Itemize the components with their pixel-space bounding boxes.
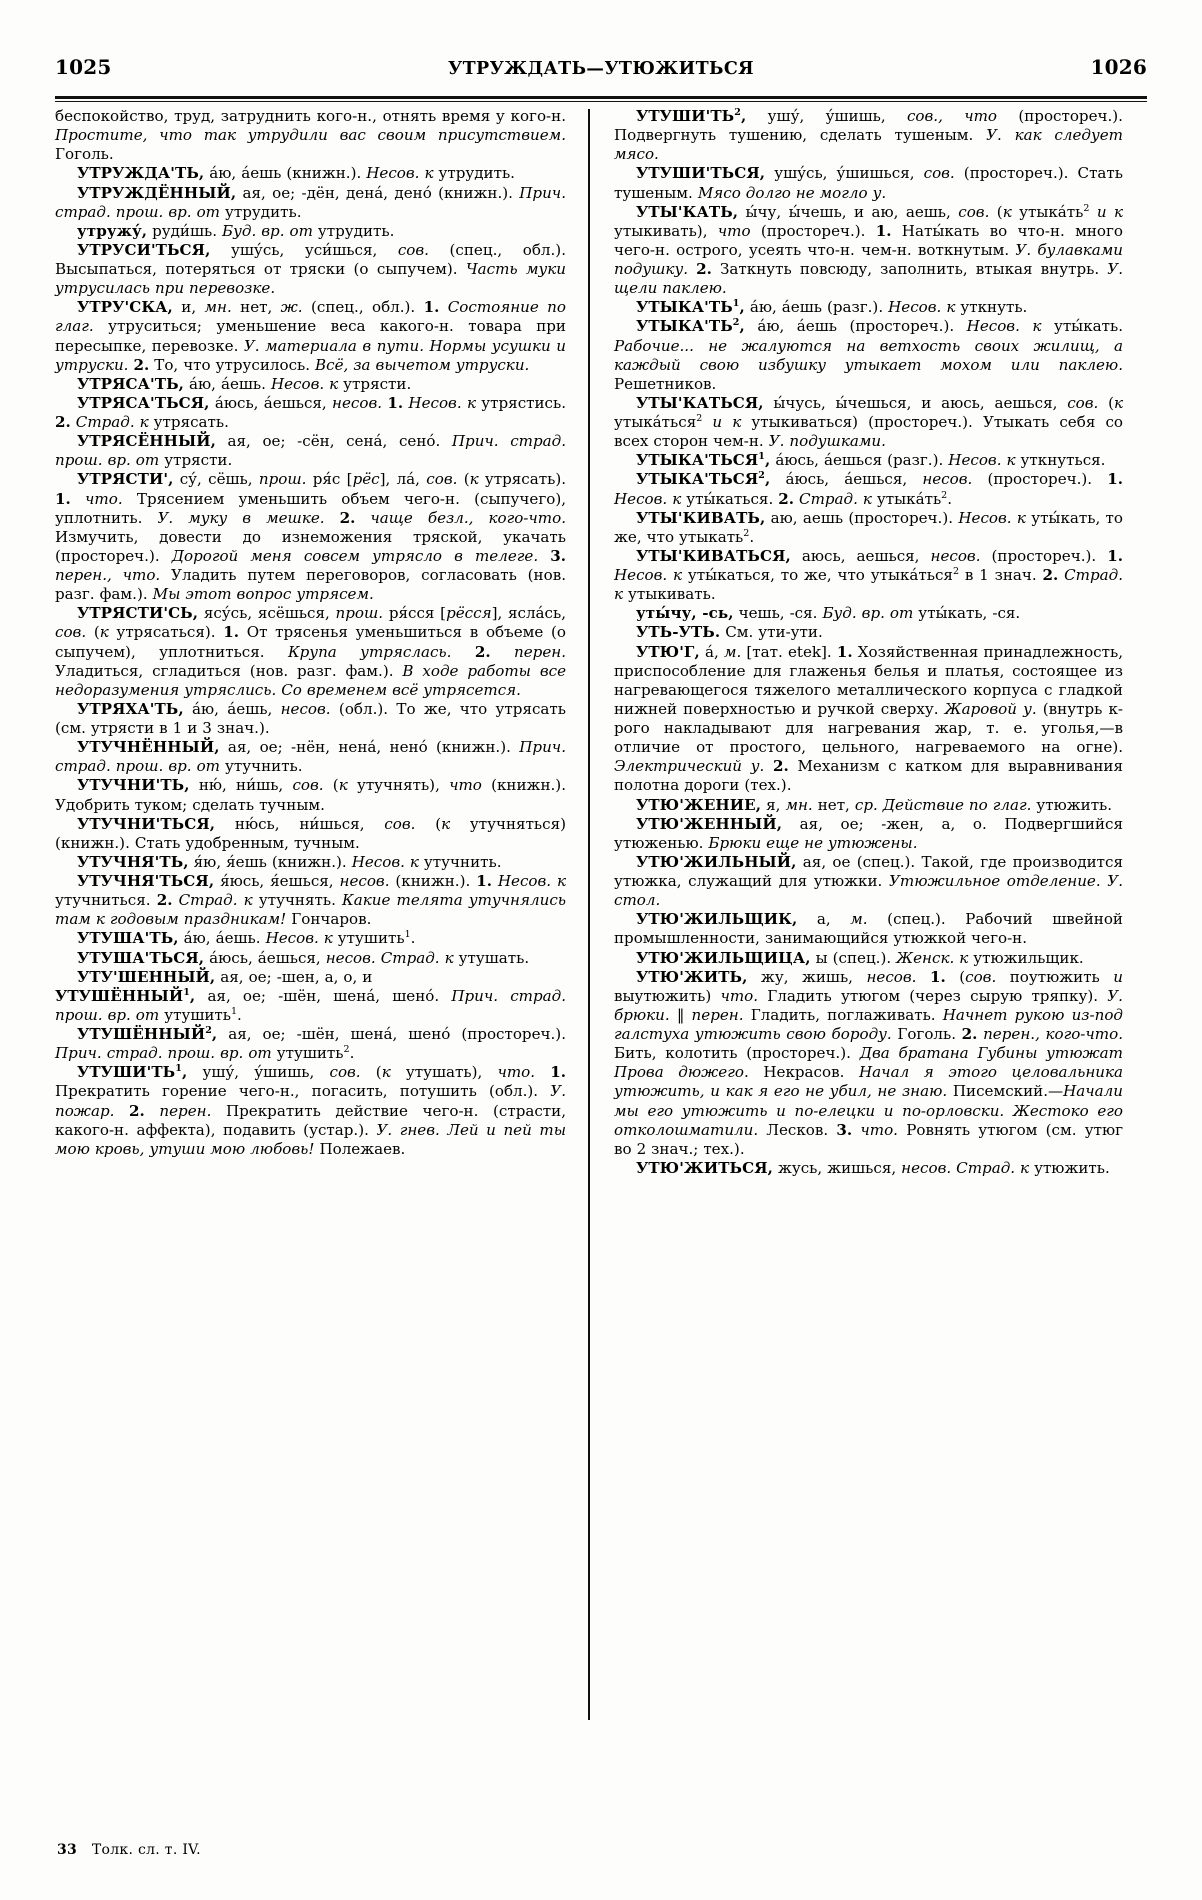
dictionary-entry: [614, 470, 1123, 508]
entry-headword: УТЫ'КИВАТЬ,: [636, 508, 766, 527]
dictionary-entry: [55, 164, 566, 183]
entry-definition: ушу́, у́шишь, сов. (к утушать), что. 1. Прекратить горение чего-н., погасить, потушить (обл.). У. пожар. 2. перен. Прекратить действие чего-н. (страсти, какого-н. аффекта), подавить (устар.). У. гнев. Лей и пей ты мою кровь, утуши мою любовь! Полежаев.: [55, 1063, 567, 1158]
entry-definition: а́ю, а́ешь. Несов. к утрясти.: [184, 374, 412, 393]
entry-headword: $УТУШИ'ТЬ^2$,: [636, 106, 747, 125]
dictionary-entry: [55, 949, 566, 968]
entry-headword: УТЮ'ЖИЛЬНЫЙ,: [636, 852, 797, 871]
dictionary-entry: [55, 1063, 566, 1159]
dictionary-entry: [614, 164, 1123, 202]
entry-headword: УТУЧНИ'ТЬ,: [77, 776, 190, 795]
left-column: [55, 107, 588, 1840]
entry-headword: $УТЫКА'ТЬ^2$,: [636, 317, 745, 336]
volume-note: Толк. сл. т. IV.: [91, 1842, 201, 1858]
entry-definition: ы́чусь, ы́чешься, и аюсь, аешься, сов. (к утыка́ться$^2$ и к утыкиваться) (простореч.). Утыкать себя со всех сторон чем-н. У. подушками.: [614, 393, 1123, 451]
entry-headword: УТЮ'ЖЕННЫЙ,: [636, 814, 783, 833]
entry-definition: аюсь, аешься, несов. (простореч.). 1. Несов. к уты́каться, то же, что утыка́ться$^2$ в 1 знач. 2. Страд. к утыкивать.: [614, 546, 1124, 604]
carryover-paragraph: беспокойство, труд, затруднить кого-н., отнять время у кого-н. Простите, что так утрудили вас своим присутствием. Гоголь.: [55, 107, 566, 164]
entry-headword: УТРЯСА'ТЬ,: [77, 374, 185, 393]
entry-headword: УТРУЖДА'ТЬ,: [77, 164, 205, 183]
entry-headword: УТРЯСА'ТЬСЯ,: [77, 393, 210, 412]
entry-headword: УТЫКА'ТЬСЯ$^2$,: [636, 470, 771, 489]
entry-headword: УТЮ'ЖИЛЬЩИК,: [636, 910, 798, 929]
entry-definition: а́юсь, а́ешься (разг.). Несов. к уткнуться.: [770, 451, 1106, 470]
entry-headword: УТЮ'Г,: [636, 642, 700, 661]
entry-definition: я́ю, я́ешь (книжн.). Несов. к утучнить.: [188, 852, 502, 871]
dictionary-entry: [55, 1025, 566, 1063]
entry-definition: а́юсь, а́ешься, несов. 1. Несов. к утрястись. 2. Страд. к утрясать.: [55, 393, 567, 431]
dictionary-entry: [55, 184, 566, 222]
entry-definition: ушу́сь, уси́шься, сов. (спец., обл.). Высыпаться, потеряться от тряски (о сыпучем). Часть муки утрусилась при перевозке.: [55, 240, 566, 298]
entry-definition: аю, аешь (простореч.). Несов. к уты́кать, то же, что утыкать$^2$.: [614, 508, 1123, 546]
entry-definition: а́ю, а́ешь. Несов. к утушить$^1$.: [178, 929, 416, 948]
entry-headword: УТЫ'КИВАТЬСЯ,: [636, 546, 791, 565]
dictionary-entry: [55, 872, 566, 929]
entry-headword: УТЬ-УТЬ.: [636, 623, 721, 642]
page-footer: [57, 1842, 201, 1858]
dictionary-entry: [55, 375, 566, 394]
running-head: [55, 55, 1147, 85]
page-title: УТРУЖДАТЬ—УТЮЖИТЬСЯ: [448, 59, 754, 79]
dictionary-entry: [55, 298, 566, 375]
entry-definition: и, мн. нет, ж. (спец., обл.). 1. Состояние по глаг. утруситься; уменьшение веса какого-н. товара при пересыпке, перевозке. У. материала в пути. Нормы усушки и утруски. 2. То, что утрусилось. Всё, за вычетом утруски.: [55, 298, 566, 374]
dictionary-entry: [55, 929, 566, 948]
entry-headword: УТЮ'ЖИТЬ,: [636, 967, 748, 986]
entry-definition: ая, ое; -сён, сена́, сено́. Прич. страд. прош. вр. от утрясти.: [55, 432, 566, 470]
dictionary-entry: [614, 623, 1123, 642]
entry-definition: ясу́сь, ясёшься, прош. ря́сся [рёсся], ясла́сь, сов. (к утрясаться). 1. От трясенья уменьшиться в объеме (о сыпучем), уплотниться. Крупа утряслась. 2. перен. Уладиться, сгладиться (нов. разг. фам.). В ходе работы все недоразумения утряслись. Со временем всё утрясется.: [55, 604, 567, 699]
folio-left: 1025: [55, 55, 112, 79]
entry-headword: УТРУСИ'ТЬСЯ,: [77, 240, 211, 259]
entry-headword: $УТУШИ'ТЬ^1$,: [77, 1063, 188, 1082]
dictionary-entry: [614, 203, 1123, 299]
entry-definition: ая, ое (спец.). Такой, где производится утюжка, служащий для утюжки. Утюжильное отделение. У. стол.: [614, 852, 1123, 910]
entry-headword: УТРУ'СКА,: [77, 298, 173, 317]
entry-headword: УТУША'ТЬСЯ,: [77, 948, 205, 967]
entry-definition: чешь, -ся. Буд. вр. от уты́кать, -ся.: [733, 604, 1021, 623]
entry-definition: а́ю, а́ешь (книжн.). Несов. к утрудить.: [204, 164, 515, 183]
dictionary-entry: [614, 853, 1123, 910]
entry-headword: $УТЫКА'ТЬ^1$,: [636, 298, 745, 317]
entry-headword: УТУЧНЯ'ТЬСЯ,: [77, 872, 215, 890]
entry-headword: УТЫ'КАТЬ,: [636, 202, 739, 221]
entry-headword: УТЫКА'ТЬСЯ$^1$,: [636, 451, 771, 470]
entry-definition: ая, ое; -шён, шена́, шено́. Прич. страд. прош. вр. от утушить$^1$.: [55, 986, 566, 1024]
entry-headword: УТУЧНИ'ТЬСЯ,: [77, 814, 216, 833]
entry-headword: УТРЯХА'ТЬ,: [77, 699, 184, 718]
left-entry-list: [55, 164, 566, 1159]
entry-definition: ню́сь, ни́шься, сов. (к утучняться) (книжн.). Стать удобренным, тучным.: [55, 814, 566, 852]
dictionary-entry: [614, 107, 1123, 164]
dictionary-entry: [55, 968, 566, 987]
folio-right: 1026: [1090, 55, 1147, 79]
dictionary-entry: [614, 509, 1123, 547]
dictionary-entry: [614, 317, 1123, 394]
entry-headword: УТРУЖДЁННЫЙ,: [77, 183, 237, 202]
dictionary-entry: [55, 432, 566, 470]
entry-definition: жусь, жишься, несов. Страд. к утюжить.: [772, 1158, 1110, 1177]
header-rule: [55, 96, 1147, 102]
dictionary-entry: [614, 547, 1123, 604]
dictionary-entry: [614, 910, 1123, 948]
entry-headword: УТУШИ'ТЬСЯ,: [636, 164, 766, 183]
dictionary-entry: [614, 298, 1123, 317]
dictionary-entry: [55, 394, 566, 432]
entry-definition: а́юсь, а́ешься, несов. (простореч.). 1. Несов. к уты́каться. 2. Страд. к $утыка́ть^2$.: [614, 470, 1123, 508]
entry-headword: УТЮ'ЖЕНИЕ,: [636, 795, 762, 814]
dictionary-entry: [55, 700, 566, 738]
entry-definition: См. ути-ути.: [720, 623, 823, 642]
entry-headword: УТЫ'КАТЬСЯ,: [636, 393, 764, 412]
right-column: [590, 107, 1123, 1840]
dictionary-entry: [614, 796, 1123, 815]
entry-headword: утружу́,: [77, 221, 148, 240]
entry-definition: ню́, ни́шь, сов. (к утучнять), что (книжн.). Удобрить туком; сделать тучным.: [55, 776, 566, 814]
dictionary-entry: [55, 987, 566, 1025]
entry-definition: жу, жишь, несов. 1. (сов. поутюжить и выутюжить) что. Гладить утюгом (через сырую тряпку). У. брюки. ‖ перен. Гладить, поглаживать. Начнет рукою из-под галстуха утюжить свою бороду. Гоголь. 2. перен., кого-что. Бить, колотить (простореч.). Два братана Губины утюжат Прова дюжего. Некрасов. Начал я этого целовальника утюжить, и как я его не убил, не знаю. Писемский.—Начали мы его утюжить и по-елецки и по-орловски. Жестоко его отколошматили. Лесков. 3. что. Ровнять утюгом (см. утюг во 2 знач.; тех.).: [614, 967, 1124, 1158]
entry-headword: УТУШЁННЫЙ$^2$,: [77, 1024, 218, 1043]
entry-definition: руди́шь. Буд. вр. от утрудить.: [147, 221, 395, 240]
dictionary-entry: [614, 949, 1123, 968]
entry-headword: УТРЯСТИ',: [77, 470, 174, 489]
entry-definition: ая, ое; -шён, шена́, шено́ (простореч.). Прич. страд. прош. вр. от утушить$^2$.: [55, 1025, 566, 1063]
dictionary-entry: [55, 815, 566, 853]
entry-headword: УТЮ'ЖИЛЬЩИЦА,: [636, 948, 811, 967]
entry-headword: УТРЯСЁННЫЙ,: [77, 432, 216, 451]
column-container: [55, 107, 1147, 1840]
entry-definition: а, м. (спец.). Рабочий швейной промышленности, занимающийся утюжкой чего-н.: [614, 910, 1123, 948]
dictionary-entry: [55, 853, 566, 872]
dictionary-entry: [55, 604, 566, 700]
entry-definition: ая, ое; -шен, а, о, и: [215, 967, 373, 986]
signature-number: 33: [57, 1842, 78, 1858]
entry-definition: а́юсь, а́ешься, несов. Страд. к утушать.: [204, 948, 530, 967]
entry-definition: а́, м. [тат. etek]. 1. Хозяйственная принадлежность, приспособление для глаженья белья и платья, состоящее из нагревающегося тяжелого металлического корпуса с гладкой нижней поверхностью и ручкой сверху. Жаровой у. (внутрь к-рого накладывают для нагревания жар, т. е. уголья,—в отличие от простого, цельного, нагреваемого на огне). Электрический у. 2. Механизм с катком для выравнивания полотна дороги (тех.).: [614, 642, 1124, 795]
dictionary-entry: [614, 451, 1123, 470]
right-entry-list: [614, 107, 1123, 1178]
entry-definition: ушу́сь, у́шишься, сов. (простореч.). Стать тушеным. Мясо долго не могло у.: [614, 164, 1123, 202]
dictionary-entry: [614, 604, 1123, 623]
entry-definition: ы́чу, ы́чешь, и аю, аешь, сов. (к $утыка́ть^2$ и к утыкивать), что (простореч.). 1. Наты́кать во что-н. много чего-н. острого, усеять что-н. чем-н. воткнутым. У. булавками подушку. 2. Заткнуть повсюду, заполнить, втыкая внутрь. У. щели паклею.: [614, 202, 1123, 298]
dictionary-entry: [614, 968, 1123, 1159]
entry-definition: а́ю, а́ешь (простореч.). Несов. к уты́кать. Рабочие... не жалуются на ветхость своих жилищ, а каждый свою избушку утыкает мохом или паклею. Решетников.: [614, 317, 1123, 393]
entry-headword: УТУЧНЁННЫЙ,: [77, 738, 220, 757]
dictionary-entry: [614, 815, 1123, 853]
entry-definition: су́, сёшь, прош. ря́с [рёс], ла́, сов. (к утрясать). 1. что. Трясением уменьшить объем чего-н. (сыпучего), уплотнить. У. муку в мешке. 2. чаще безл., кого-что. Измучить, довести до изнеможения тряской, укачать (простореч.). Дорогой меня совсем утрясло в телеге. 3. перен., что. Уладить путем переговоров, согласовать (нов. разг. фам.). Мы этот вопрос утрясем.: [55, 470, 567, 604]
entry-headword: УТУ'ШЕННЫЙ,: [77, 967, 216, 986]
entry-headword: УТРЯСТИ'СЬ,: [77, 604, 199, 623]
entry-headword: УТУША'ТЬ,: [77, 929, 179, 948]
entry-headword: уты́чу, -сь,: [636, 604, 734, 623]
dictionary-entry: [55, 738, 566, 776]
dictionary-entry: [614, 394, 1123, 451]
dictionary-entry: [55, 776, 566, 814]
dictionary-entry: [55, 470, 566, 604]
entry-definition: а́ю, а́ешь (разг.). Несов. к уткнуть.: [744, 298, 1028, 317]
dictionary-entry: [55, 241, 566, 298]
entry-definition: я́юсь, я́ешься, несов. (книжн.). 1. Несов. к утучниться. 2. Страд. к утучнять. Какие телята утучнялись там к годовым праздникам! Гончаров.: [55, 872, 566, 929]
entry-definition: ая, ое; -дён, дена́, дено́ (книжн.). Прич. страд. прош. вр. от утрудить.: [55, 183, 566, 221]
entry-headword: УТЮ'ЖИТЬСЯ,: [636, 1158, 773, 1177]
dictionary-entry: [614, 643, 1123, 796]
entry-definition: ы (спец.). Женск. к утюжильщик.: [810, 948, 1084, 967]
dictionary-entry: [55, 222, 566, 241]
entry-definition: ая, ое; -нён, нена́, нено́ (книжн.). Прич. страд. прош. вр. от утучнить.: [55, 738, 566, 776]
entry-definition: ая, ое; -жен, а, о. Подвергшийся утюженью. Брюки еще не утюжены.: [614, 814, 1123, 852]
entry-headword: УТУШЁННЫЙ$^1$,: [55, 986, 196, 1005]
dictionary-entry: [614, 1159, 1123, 1178]
entry-headword: УТУЧНЯ'ТЬ,: [77, 852, 189, 871]
entry-definition: я, мн. нет, ср. Действие по глаг. утюжить.: [761, 795, 1113, 814]
entry-definition: а́ю, а́ешь, несов. (обл.). То же, что утрясать (см. утрясти в 1 и 3 знач.).: [55, 699, 566, 737]
entry-definition: ушу́, у́шишь, сов., что (простореч.). Подвергнуть тушению, сделать тушеным. У. как следует мясо.: [614, 107, 1123, 164]
